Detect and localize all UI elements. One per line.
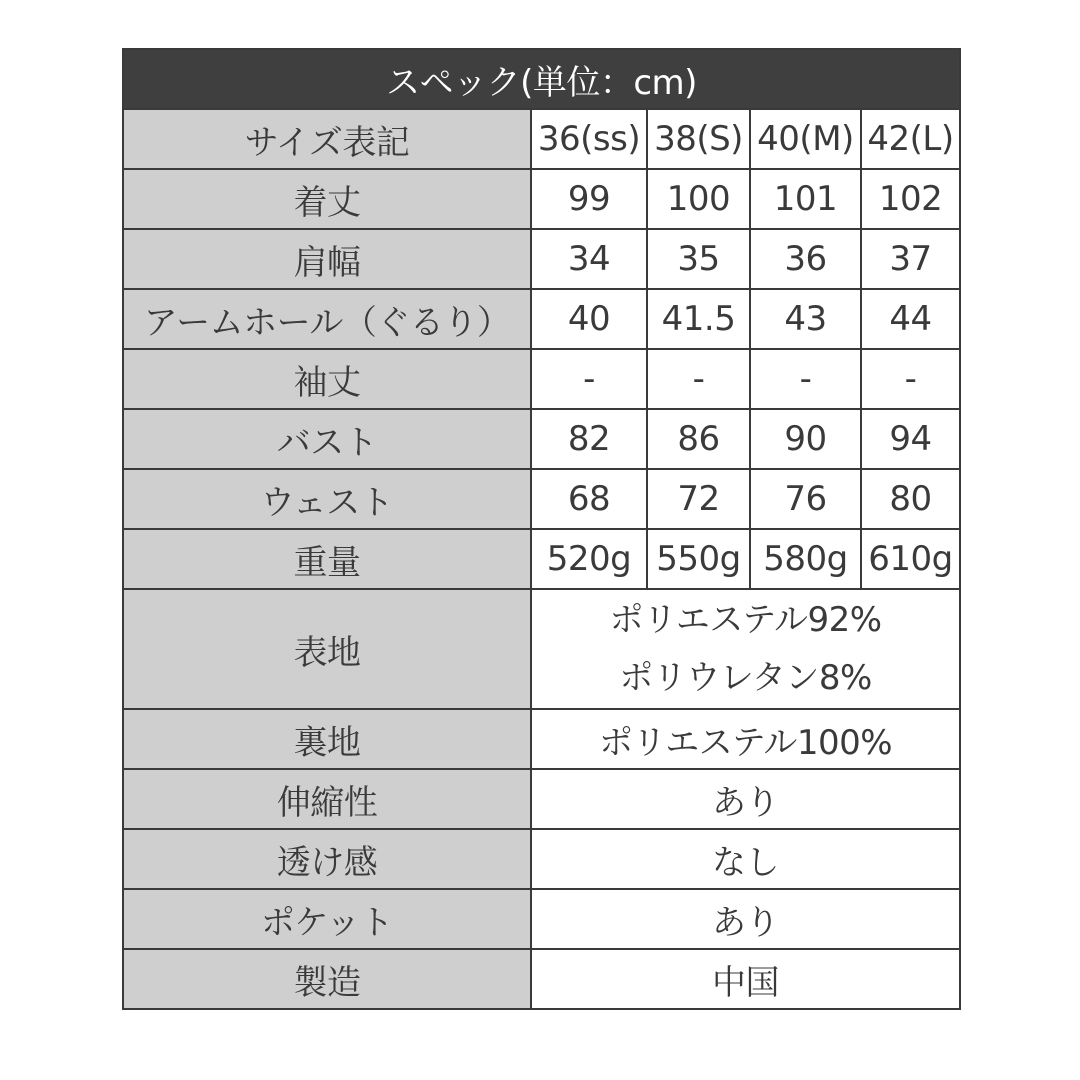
table-row bbox=[123, 769, 960, 829]
measure-value: 520g bbox=[531, 529, 647, 589]
measure-value: 68 bbox=[531, 469, 647, 529]
row-label: 透け感 bbox=[123, 829, 531, 889]
row-label: 袖丈 bbox=[123, 349, 531, 409]
outer-material-label: 表地 bbox=[123, 589, 531, 709]
measure-value: 99 bbox=[531, 169, 647, 229]
measure-value: - bbox=[531, 349, 647, 409]
table-row bbox=[123, 349, 960, 409]
measure-value: 550g bbox=[647, 529, 750, 589]
measure-value: 43 bbox=[750, 289, 861, 349]
table-row bbox=[123, 409, 960, 469]
measure-value: 40 bbox=[531, 289, 647, 349]
measure-value: 100 bbox=[647, 169, 750, 229]
table-row bbox=[123, 889, 960, 949]
measure-value: 44 bbox=[861, 289, 960, 349]
measure-value: - bbox=[647, 349, 750, 409]
measure-value: 34 bbox=[531, 229, 647, 289]
measure-value: 86 bbox=[647, 409, 750, 469]
measure-value: 76 bbox=[750, 469, 861, 529]
spec-title: スペック(単位：cm) bbox=[123, 49, 960, 109]
row-label: 重量 bbox=[123, 529, 531, 589]
measure-value: 580g bbox=[750, 529, 861, 589]
row-label: ポケット bbox=[123, 889, 531, 949]
size-header-row bbox=[123, 109, 960, 169]
row-label: 製造 bbox=[123, 949, 531, 1009]
measure-value: 90 bbox=[750, 409, 861, 469]
row-label: アームホール（ぐるり） bbox=[123, 289, 531, 349]
measure-value: 610g bbox=[861, 529, 960, 589]
outer-material-value bbox=[531, 589, 960, 709]
measure-value: - bbox=[861, 349, 960, 409]
measure-value: 72 bbox=[647, 469, 750, 529]
table-row bbox=[123, 469, 960, 529]
measure-value: 41.5 bbox=[647, 289, 750, 349]
measure-value: 102 bbox=[861, 169, 960, 229]
table-row bbox=[123, 829, 960, 889]
row-label: ウェスト bbox=[123, 469, 531, 529]
row-label: 伸縮性 bbox=[123, 769, 531, 829]
row-label: 肩幅 bbox=[123, 229, 531, 289]
size-header-cell: 40(M) bbox=[750, 109, 861, 169]
measure-value: 82 bbox=[531, 409, 647, 469]
lining-label: 裏地 bbox=[123, 709, 531, 769]
attribute-value: 中国 bbox=[531, 949, 960, 1009]
lining-value: ポリエステル100% bbox=[531, 709, 960, 769]
size-header-cell: 42(L) bbox=[861, 109, 960, 169]
measure-value: 35 bbox=[647, 229, 750, 289]
table-row bbox=[123, 709, 960, 769]
attribute-value: あり bbox=[531, 769, 960, 829]
outer-material-line: ポリエステル92% bbox=[609, 600, 882, 640]
table-row bbox=[123, 529, 960, 589]
size-header-cell: 36(ss) bbox=[531, 109, 647, 169]
measure-value: 80 bbox=[861, 469, 960, 529]
table-row bbox=[123, 169, 960, 229]
measure-value: 37 bbox=[861, 229, 960, 289]
measure-value: 101 bbox=[750, 169, 861, 229]
size-header-label: サイズ表記 bbox=[123, 109, 531, 169]
row-label: バスト bbox=[123, 409, 531, 469]
table-row bbox=[123, 229, 960, 289]
measure-value: 36 bbox=[750, 229, 861, 289]
row-label: 着丈 bbox=[123, 169, 531, 229]
measure-value: 94 bbox=[861, 409, 960, 469]
table-row bbox=[123, 949, 960, 1009]
attribute-value: なし bbox=[531, 829, 960, 889]
size-header-cell: 38(S) bbox=[647, 109, 750, 169]
table-row bbox=[123, 589, 960, 709]
attribute-value: あり bbox=[531, 889, 960, 949]
measure-value: - bbox=[750, 349, 861, 409]
spec-table bbox=[122, 48, 961, 1010]
table-row bbox=[123, 289, 960, 349]
spec-title-row bbox=[123, 49, 960, 109]
outer-material-line: ポリウレタン8% bbox=[619, 658, 872, 698]
